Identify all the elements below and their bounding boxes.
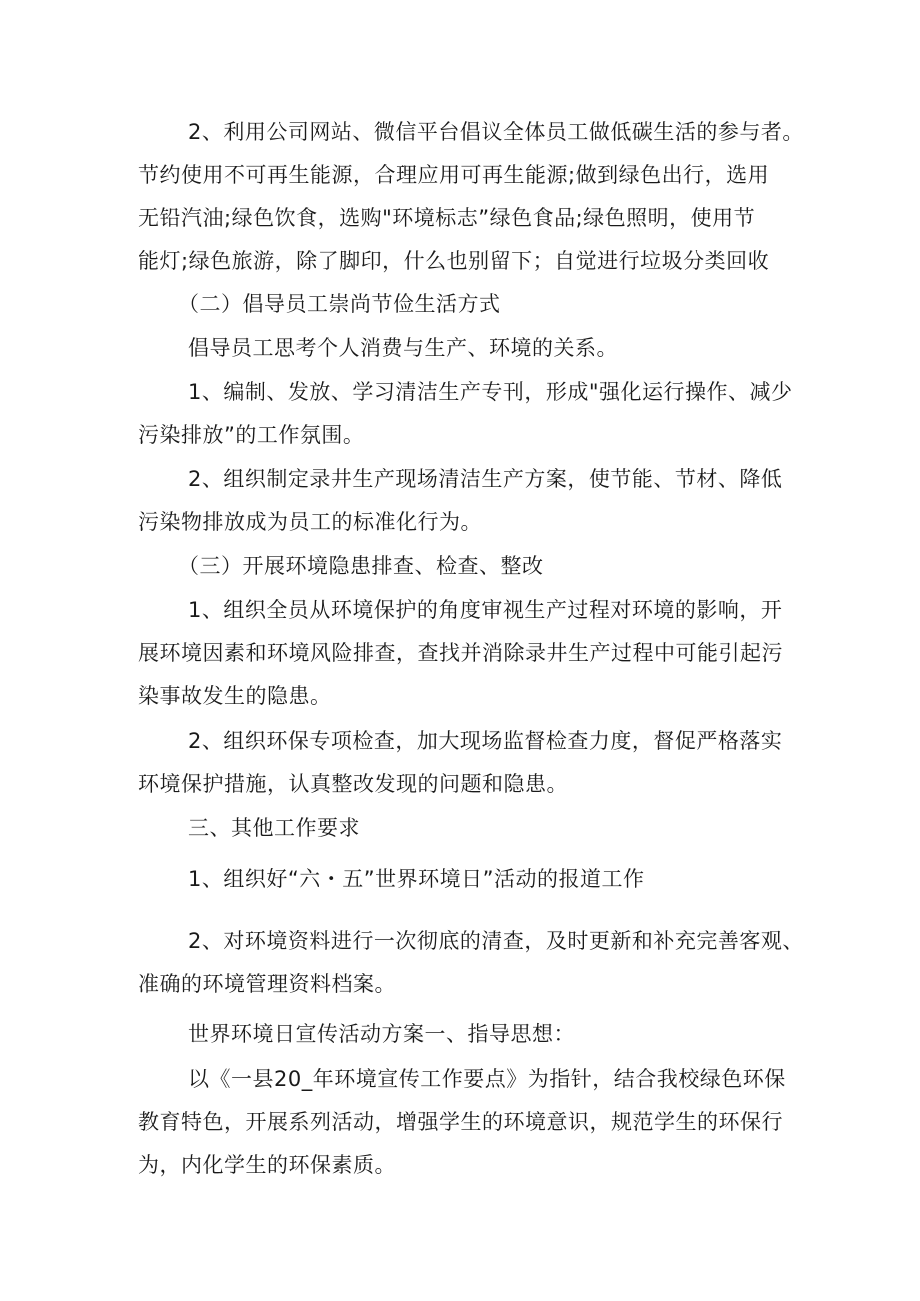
- paragraph-line-8: 污染排放”的工作氛围。: [138, 423, 365, 447]
- paragraph-line-14: 染事故发生的隐患。: [138, 684, 332, 708]
- paragraph-line-1: 2、利用公司网站、微信平台倡议全体员工做低碳生活的参与者。: [188, 120, 804, 144]
- paragraph-line-9: 2、组织制定录井生产现场清洁生产方案，使节能、节材、降低: [188, 467, 783, 491]
- paragraph-line-10: 污染物排放成为员工的标准化行为。: [138, 510, 482, 534]
- section-heading-3: （三）开展环境隐患排查、检查、整改: [178, 554, 544, 578]
- paragraph-line-7: 1、编制、发放、学习清洁生产专刊，形成"强化运行操作、减少: [188, 380, 793, 404]
- paragraph-line-15: 2、组织环保专项检查，加大现场监督检查力度，督促严格落实: [188, 729, 783, 753]
- paragraph-line-22: 以《一县20_年环境宣传工作要点》为指针，结合我校绿色环保: [188, 1067, 786, 1091]
- paragraph-line-13: 展环境因素和环境风险排查，查找并消除录井生产过程中可能引起污: [138, 641, 783, 665]
- paragraph-line-16: 环境保护措施，认真整改发现的问题和隐患。: [138, 772, 568, 796]
- paragraph-line-18: 1、组织好“六・五”世界环境日”活动的报道工作: [188, 867, 645, 891]
- paragraph-line-6: 倡导员工思考个人消费与生产、环境的关系。: [188, 336, 618, 360]
- section-heading-other: 三、其他工作要求: [188, 816, 360, 840]
- paragraph-line-12: 1、组织全员从环境保护的角度审视生产过程对环境的影响，开: [188, 598, 783, 622]
- paragraph-line-19: 2、对环境资料进行一次彻底的清查，及时更新和补充完善客观、: [188, 929, 804, 953]
- paragraph-line-23: 教育特色，开展系列活动，增强学生的环境意识，规范学生的环保行: [138, 1110, 783, 1134]
- paragraph-line-21: 世界环境日宣传活动方案一、指导思想：: [188, 1022, 575, 1046]
- paragraph-line-3: 无铅汽油;绿色饮食，选购"环境标志”绿色食品;绿色照明，使用节: [138, 206, 756, 230]
- section-heading-2: （二）倡导员工崇尚节俭生活方式: [178, 292, 501, 316]
- paragraph-line-20: 准确的环境管理资料档案。: [138, 972, 396, 996]
- paragraph-line-4: 能灯;绿色旅游，除了脚印，什么也别留下；自觉进行垃圾分类回收: [138, 249, 770, 273]
- paragraph-line-24: 为，内化学生的环保素质。: [138, 1153, 396, 1177]
- paragraph-line-2: 节约使用不可再生能源，合理应用可再生能源;做到绿色出行，选用: [138, 163, 770, 187]
